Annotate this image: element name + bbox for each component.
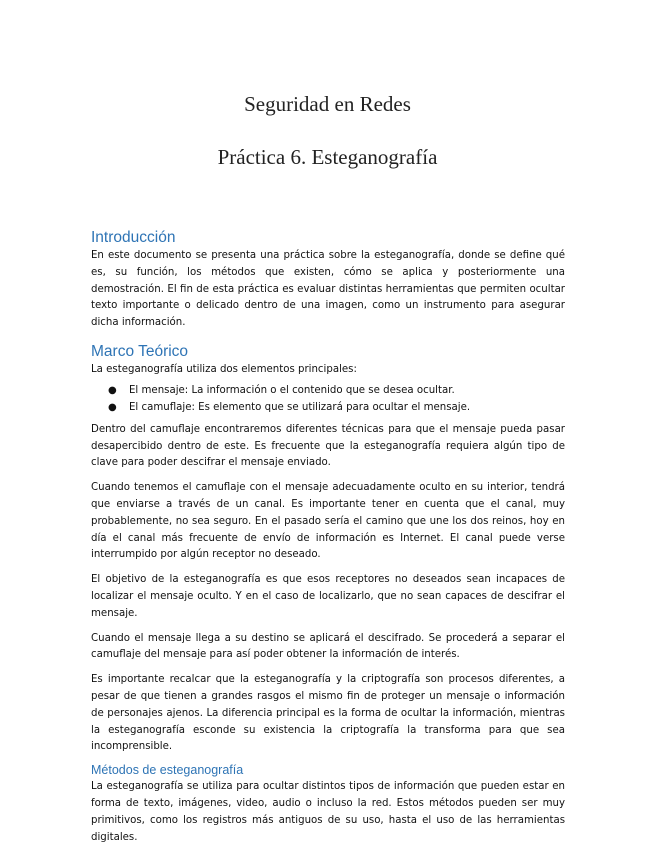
document-body [91, 228, 565, 854]
heading-marco-teorico: Marco Teórico [91, 342, 189, 360]
bullet-icon: ● [108, 384, 117, 396]
list-item [91, 399, 565, 416]
paragraph-descifrado: Cuando el mensaje llega a su destino se aplicará el descifrado. Se procederá a separar el camuflaje del mensaje para así poder obtener la información de interés. [91, 632, 565, 661]
list-item [91, 382, 565, 399]
paragraph-diferencia: Es importante recalcar que la esteganografía y la criptografía son procesos diferentes, a pesar de que tienen a grandes rasgos el mismo fin de proteger un mensaje o información de personajes ajenos. La diferencia principal es la forma de ocultar la información, mientras la esteganografía esconde su existencia la criptografía la transforma para que sea incomprensible. [91, 674, 565, 753]
paragraph-objetivo: El objetivo de la esteganografía es que esos receptores no deseados sean incapaces de localizar el mensaje oculto. Y en el caso de localizarlo, que no sean capaces de descifrar el mensaje. [91, 574, 565, 619]
elements-list [91, 382, 565, 416]
heading-metodos: Métodos de esteganografía [91, 763, 244, 778]
heading-introduccion: Introducción [91, 229, 176, 246]
paragraph-intro: En este documento se presenta una práctica sobre la esteganografía, donde se define qué es, su función, los métodos que existen, cómo se aplica y posteriormente una demostración. El fin de esta práctica es evaluar distintas herramientas que permiten ocultar texto importante o delicado dentro de una imagen, como un instrumento para asegurar dicha información. [91, 250, 565, 329]
practice-title: Práctica 6. Esteganografía [217, 145, 438, 169]
list-item-text: El camuflaje: Es elemento que se utilizará para ocultar el mensaje. [129, 401, 471, 413]
list-item-text: El mensaje: La información o el contenido que se desea ocultar. [129, 384, 455, 396]
paragraph-canal: Cuando tenemos el camuflaje con el mensaje adecuadamente oculto en su interior, tendrá que enviarse a través de un canal. Es importante tener en cuenta que el canal, muy probablemente, no sea seguro. En el pasado sería el camino que une los dos reinos, hoy en día el canal más frecuente de envío de información es Internet. El canal puede verse interrumpido por algún receptor no deseado. [91, 482, 565, 561]
bullet-icon: ● [108, 401, 117, 413]
course-title: Seguridad en Redes [244, 92, 411, 116]
paragraph-camuflaje: Dentro del camuflaje encontraremos diferentes técnicas para que el mensaje pueda pasar desapercibido dentro de este. Es frecuente que la esteganografía requiera algún tipo de clave para poder descifrar el mensaje enviado. [91, 423, 565, 469]
paragraph-metodos: La esteganografía se utiliza para ocultar distintos tipos de información que pueden estar en forma de texto, imágenes, video, audio o incluso la red. Estos métodos pueden ser muy primitivos, como los registros más antiguos de su uso, hasta el uso de las herramientas digitales. [91, 781, 565, 843]
paragraph-marco-intro: La esteganografía utiliza dos elementos principales: [91, 363, 357, 375]
